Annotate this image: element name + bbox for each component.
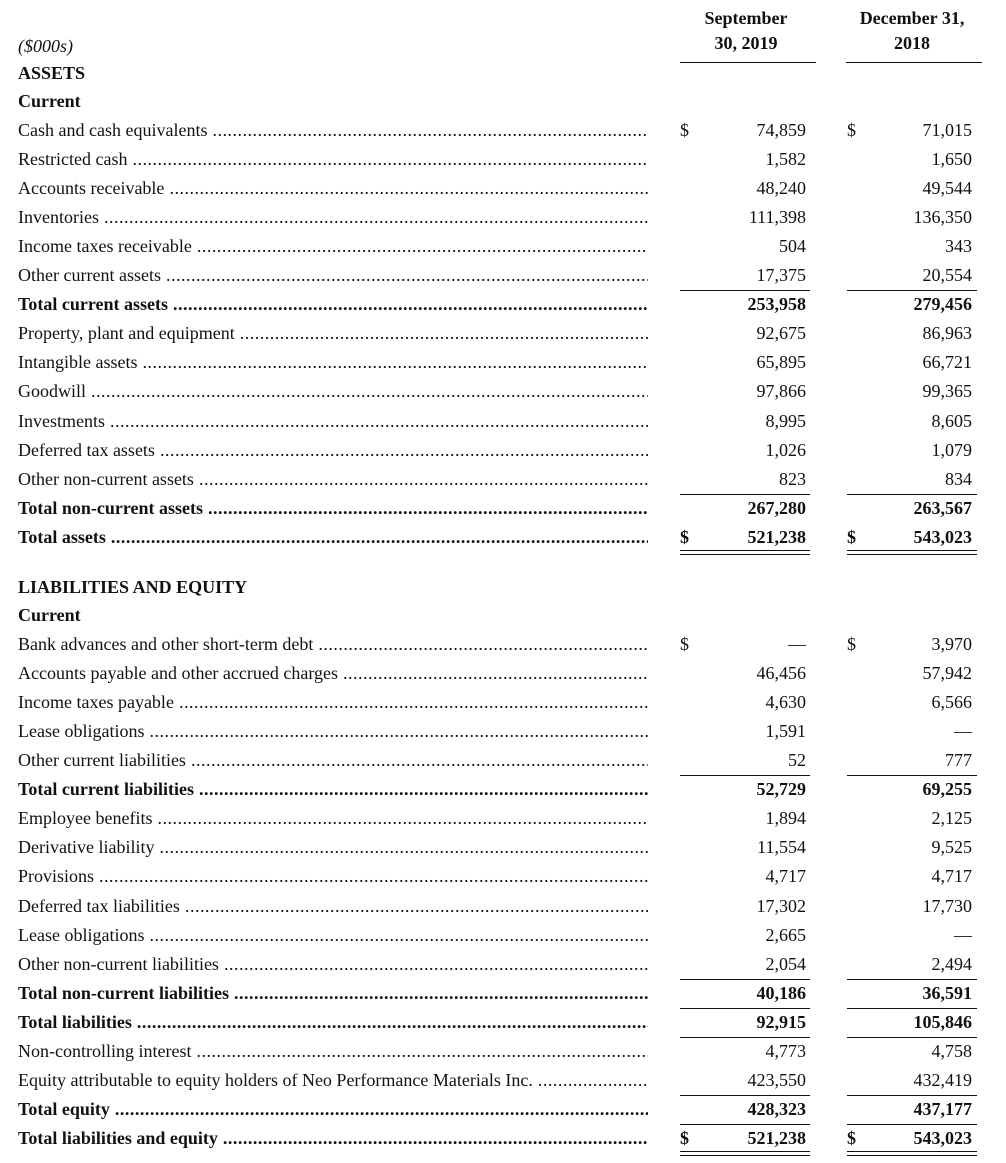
value-dec-2018: 2,494 <box>931 953 972 974</box>
value-sep-2019: 8,995 <box>765 410 806 431</box>
table-row <box>18 1037 998 1066</box>
row-label: Income taxes payable ..... <box>18 688 648 717</box>
currency-symbol: $ <box>847 120 856 140</box>
table-row <box>18 1095 998 1124</box>
row-label: Derivative liability ..... <box>18 833 648 862</box>
currency-symbol: $ <box>847 1127 856 1148</box>
subtotal-rule <box>680 1008 810 1009</box>
value-sep-2019: 111,398 <box>748 207 806 228</box>
row-label: Deferred tax liabilities ..... <box>18 892 648 921</box>
currency-symbol: $ <box>847 526 856 547</box>
table-row <box>18 892 998 921</box>
subtotal-rule <box>680 1124 810 1125</box>
subtotal-rule <box>680 1037 810 1038</box>
row-label: Total liabilities ..... <box>18 1008 648 1037</box>
value-dec-2018: 4,717 <box>931 866 972 887</box>
subtotal-rule <box>680 775 810 776</box>
value-dec-2018: 86,963 <box>922 323 972 344</box>
liabilities-current-heading: Current <box>18 605 81 625</box>
value-sep-2019: 504 <box>779 236 806 257</box>
table-row <box>18 950 998 979</box>
column-header-line2: 2018 <box>894 33 930 53</box>
row-label: Provisions ..... <box>18 862 648 891</box>
table-row <box>18 862 998 891</box>
row-label: Total assets ..... <box>18 523 648 552</box>
value-dec-2018: — <box>954 924 972 945</box>
value-sep-2019: 92,915 <box>756 1011 806 1032</box>
value-dec-2018: 263,567 <box>913 497 972 518</box>
value-dec-2018: 99,365 <box>922 381 972 402</box>
row-label: Cash and cash equivalents ..... <box>18 116 648 145</box>
column-header-underline <box>846 62 982 63</box>
value-sep-2019: 46,456 <box>756 663 806 683</box>
subtotal-rule <box>680 494 810 495</box>
total-double-rule <box>847 550 977 555</box>
assets-heading: ASSETS <box>18 63 86 83</box>
value-dec-2018: 437,177 <box>913 1098 972 1119</box>
value-sep-2019: 521,238 <box>747 526 806 547</box>
currency-symbol: $ <box>680 634 689 654</box>
value-dec-2018: 136,350 <box>913 207 972 228</box>
value-sep-2019: 40,186 <box>756 982 806 1003</box>
value-sep-2019: 428,323 <box>747 1098 806 1119</box>
table-row <box>18 407 998 436</box>
table-row <box>18 436 998 465</box>
value-dec-2018: 4,758 <box>931 1040 972 1061</box>
row-label: Other current assets ..... <box>18 261 648 290</box>
value-dec-2018: 1,650 <box>931 149 972 170</box>
table-row <box>18 203 998 232</box>
subtotal-rule <box>847 1124 977 1125</box>
table-row <box>18 465 998 494</box>
subtotal-rule <box>680 979 810 980</box>
table-row <box>18 174 998 203</box>
column-header-line2: 30, 2019 <box>714 33 778 53</box>
row-label: Accounts receivable ..... <box>18 174 648 203</box>
assets-current-heading: Current <box>18 91 81 111</box>
value-sep-2019: 267,280 <box>747 497 806 518</box>
value-sep-2019: 4,630 <box>765 692 806 713</box>
subtotal-rule <box>847 979 977 980</box>
value-dec-2018: 66,721 <box>922 352 972 373</box>
value-dec-2018: 8,605 <box>931 410 972 431</box>
table-row <box>18 688 998 717</box>
total-double-rule <box>680 1151 810 1156</box>
table-row <box>18 659 998 688</box>
row-label: Other current liabilities ..... <box>18 746 648 775</box>
value-dec-2018: 2,125 <box>931 808 972 829</box>
column-header-dec-2018 <box>842 6 982 56</box>
value-sep-2019: 2,665 <box>765 924 806 945</box>
value-sep-2019: 4,717 <box>765 866 806 887</box>
row-label: Total equity ..... <box>18 1095 648 1124</box>
row-label: Other non-current liabilities ..... <box>18 950 648 979</box>
value-sep-2019: 11,554 <box>757 837 806 858</box>
value-sep-2019: 1,026 <box>765 439 806 460</box>
value-sep-2019: 17,375 <box>756 265 806 286</box>
value-dec-2018: 49,544 <box>922 178 972 199</box>
row-label: Deferred tax assets ..... <box>18 436 648 465</box>
column-header-sep-2019 <box>676 6 816 56</box>
value-dec-2018: 69,255 <box>922 779 972 800</box>
row-label: Goodwill ..... <box>18 377 648 406</box>
table-row <box>18 921 998 950</box>
value-sep-2019: 92,675 <box>756 323 806 344</box>
value-sep-2019: 4,773 <box>765 1040 806 1061</box>
row-label: Inventories ..... <box>18 203 648 232</box>
value-dec-2018: 17,730 <box>922 895 972 916</box>
row-label: Non-controlling interest ..... <box>18 1037 648 1066</box>
value-dec-2018: 20,554 <box>922 265 972 286</box>
table-row <box>18 833 998 862</box>
value-sep-2019: 48,240 <box>756 178 806 199</box>
currency-symbol: $ <box>680 1127 689 1148</box>
row-label: Investments ..... <box>18 407 648 436</box>
table-row <box>18 348 998 377</box>
value-sep-2019: 253,958 <box>747 294 806 315</box>
value-sep-2019: 823 <box>779 468 806 489</box>
value-dec-2018: 1,079 <box>931 439 972 460</box>
row-label: Restricted cash ..... <box>18 145 648 174</box>
currency-symbol: $ <box>847 634 856 654</box>
table-row <box>18 377 998 406</box>
value-sep-2019: 1,582 <box>765 149 806 170</box>
value-dec-2018: 105,846 <box>913 1011 972 1032</box>
total-double-rule <box>680 550 810 555</box>
currency-symbol: $ <box>680 120 689 140</box>
subtotal-rule <box>680 1095 810 1096</box>
value-dec-2018: 834 <box>945 468 972 489</box>
value-sep-2019: 2,054 <box>765 953 806 974</box>
row-label: Total current liabilities ..... <box>18 775 648 804</box>
row-label: Lease obligations ..... <box>18 717 648 746</box>
row-label: Total non-current assets ..... <box>18 494 648 523</box>
table-row <box>18 1124 998 1153</box>
value-sep-2019: 97,866 <box>756 381 806 402</box>
row-label: Property, plant and equipment ..... <box>18 319 648 348</box>
row-label: Other non-current assets ..... <box>18 465 648 494</box>
row-label: Intangible assets ..... <box>18 348 648 377</box>
value-dec-2018: 543,023 <box>913 1127 972 1148</box>
row-label: Equity attributable to equity holders of Neo Performance Materials Inc. ..... <box>18 1066 648 1095</box>
row-label: Bank advances and other short-term debt ..... <box>18 630 648 659</box>
value-sep-2019: 17,302 <box>756 895 806 916</box>
row-label: Total liabilities and equity ..... <box>18 1124 648 1153</box>
column-header-underline <box>680 62 816 63</box>
table-row <box>18 145 998 174</box>
table-row <box>18 775 998 804</box>
table-row <box>18 494 998 523</box>
table-row <box>18 1066 998 1095</box>
table-row <box>18 232 998 261</box>
value-dec-2018: 543,023 <box>913 526 972 547</box>
table-row <box>18 746 998 775</box>
value-sep-2019: 1,894 <box>765 808 806 829</box>
table-row <box>18 319 998 348</box>
table-row <box>18 290 998 319</box>
value-sep-2019: 423,550 <box>747 1069 806 1090</box>
value-sep-2019: 65,895 <box>756 352 806 373</box>
value-dec-2018: — <box>954 721 972 742</box>
row-label: Employee benefits ..... <box>18 804 648 833</box>
row-label: Accounts payable and other accrued charges ..... <box>18 659 648 688</box>
value-dec-2018: 6,566 <box>931 692 972 713</box>
value-sep-2019: 74,859 <box>756 120 806 140</box>
value-dec-2018: 777 <box>945 750 972 771</box>
value-sep-2019: 1,591 <box>765 721 806 742</box>
value-dec-2018: 71,015 <box>922 120 972 140</box>
subtotal-rule <box>847 1008 977 1009</box>
row-label: Total non-current liabilities ..... <box>18 979 648 1008</box>
table-row <box>18 804 998 833</box>
total-double-rule <box>847 1151 977 1156</box>
liabilities-heading: LIABILITIES AND EQUITY <box>18 577 248 597</box>
value-sep-2019: 52,729 <box>756 779 806 800</box>
table-row <box>18 1008 998 1037</box>
value-dec-2018: 9,525 <box>931 837 972 858</box>
subtotal-rule <box>847 290 977 291</box>
value-dec-2018: 279,456 <box>913 294 972 315</box>
row-label: Lease obligations ..... <box>18 921 648 950</box>
table-row <box>18 979 998 1008</box>
table-row <box>18 261 998 290</box>
value-dec-2018: 57,942 <box>922 663 972 683</box>
value-sep-2019: 521,238 <box>747 1127 806 1148</box>
value-sep-2019: — <box>788 634 806 654</box>
currency-symbol: $ <box>680 526 689 547</box>
subtotal-rule <box>680 290 810 291</box>
subtotal-rule <box>847 775 977 776</box>
value-dec-2018: 343 <box>945 236 972 257</box>
subtotal-rule <box>847 1095 977 1096</box>
value-dec-2018: 432,419 <box>913 1069 972 1090</box>
table-row <box>18 630 998 659</box>
table-row <box>18 717 998 746</box>
subtotal-rule <box>847 1037 977 1038</box>
subtotal-rule <box>847 494 977 495</box>
column-header-line1: September <box>704 8 788 28</box>
table-row <box>18 523 998 552</box>
row-label: Income taxes receivable ..... <box>18 232 648 261</box>
value-dec-2018: 3,970 <box>931 634 972 654</box>
value-dec-2018: 36,591 <box>922 982 972 1003</box>
column-header-line1: December 31, <box>859 8 965 28</box>
table-row <box>18 116 998 145</box>
row-label: Total current assets ..... <box>18 290 648 319</box>
units-label: ($000s) <box>18 36 73 56</box>
value-sep-2019: 52 <box>788 750 806 771</box>
